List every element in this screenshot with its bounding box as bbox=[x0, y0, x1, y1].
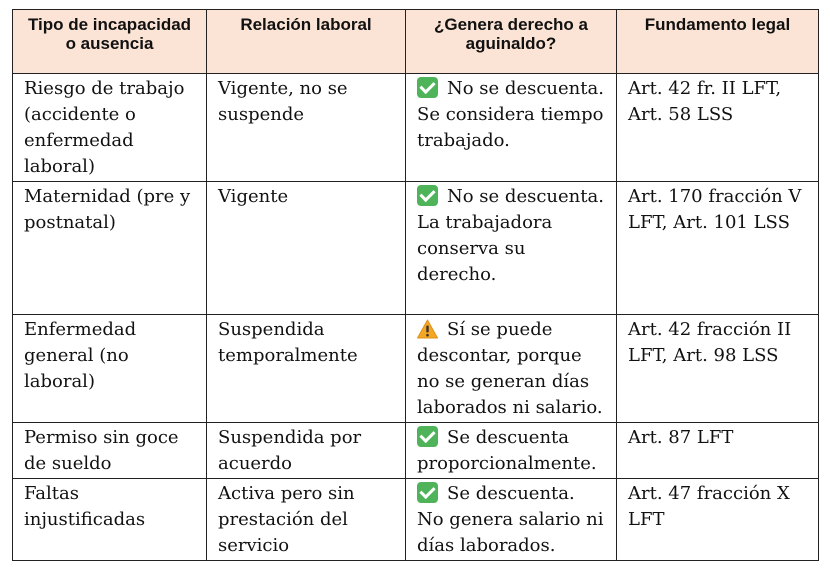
table-row bbox=[13, 315, 819, 423]
cell-aguinaldo-text: Sí se puede descontar, porque no se generan días laborados ni salario. bbox=[417, 319, 603, 418]
header-tipo: Tipo de incapacidad o ausencia bbox=[13, 10, 207, 74]
cell-relacion: Vigente, no se suspende bbox=[207, 74, 406, 182]
header-row bbox=[13, 10, 819, 74]
cell-aguinaldo-text: No se descuenta. Se considera tiempo trabajado. bbox=[417, 78, 604, 151]
check-icon bbox=[417, 185, 438, 206]
cell-relacion: Activa pero sin prestación del servicio bbox=[207, 479, 406, 561]
warning-icon bbox=[417, 319, 438, 339]
table-row bbox=[13, 423, 819, 479]
cell-fundamento: Art. 42 fracción II LFT, Art. 98 LSS bbox=[617, 315, 819, 423]
table-row bbox=[13, 74, 819, 182]
check-icon bbox=[417, 77, 438, 98]
cell-fundamento: Art. 170 fracción V LFT, Art. 101 LSS bbox=[617, 182, 819, 315]
table-row bbox=[13, 479, 819, 561]
cell-aguinaldo-text: Se descuenta proporcionalmente. bbox=[417, 427, 597, 474]
table-row bbox=[13, 182, 819, 315]
header-relacion: Relación laboral bbox=[207, 10, 406, 74]
cell-relacion: Suspendida temporalmente bbox=[207, 315, 406, 423]
check-icon bbox=[417, 482, 438, 503]
cell-tipo: Riesgo de trabajo (accidente o enfermedad laboral) bbox=[13, 74, 207, 182]
cell-aguinaldo bbox=[406, 182, 617, 315]
header-aguinaldo: ¿Genera derecho a aguinaldo? bbox=[406, 10, 617, 74]
cell-aguinaldo bbox=[406, 479, 617, 561]
cell-relacion: Suspendida por acuerdo bbox=[207, 423, 406, 479]
cell-aguinaldo bbox=[406, 423, 617, 479]
cell-fundamento: Art. 47 fracción X LFT bbox=[617, 479, 819, 561]
cell-tipo: Maternidad (pre y postnatal) bbox=[13, 182, 207, 315]
cell-fundamento: Art. 42 fr. II LFT, Art. 58 LSS bbox=[617, 74, 819, 182]
cell-aguinaldo bbox=[406, 315, 617, 423]
cell-fundamento: Art. 87 LFT bbox=[617, 423, 819, 479]
cell-tipo: Faltas injustificadas bbox=[13, 479, 207, 561]
legal-table bbox=[12, 9, 819, 561]
cell-aguinaldo-text: Se descuenta. No genera salario ni días laborados. bbox=[417, 483, 604, 556]
cell-tipo: Permiso sin goce de sueldo bbox=[13, 423, 207, 479]
cell-aguinaldo bbox=[406, 74, 617, 182]
cell-relacion: Vigente bbox=[207, 182, 406, 315]
cell-aguinaldo-text: No se descuenta. La trabajadora conserva su derecho. bbox=[417, 186, 604, 285]
cell-tipo: Enfermedad general (no laboral) bbox=[13, 315, 207, 423]
header-fundamento: Fundamento legal bbox=[617, 10, 819, 74]
check-icon bbox=[417, 426, 438, 447]
